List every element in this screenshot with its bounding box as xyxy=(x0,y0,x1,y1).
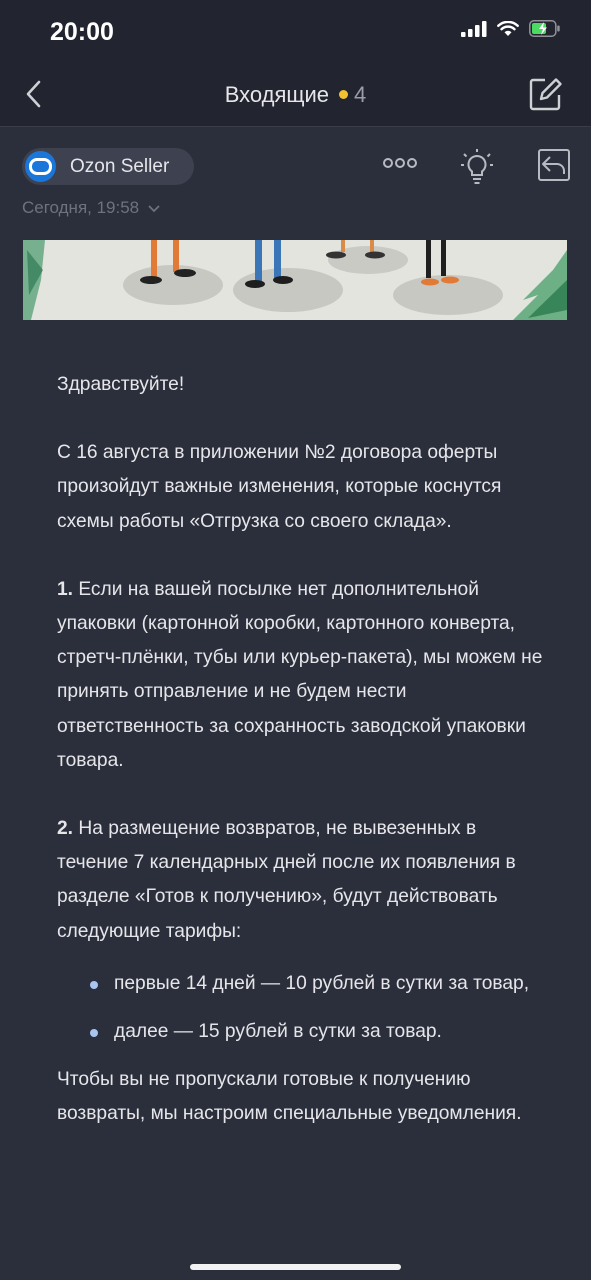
more-dots-icon xyxy=(382,156,418,170)
list-item: первые 14 дней — 10 рублей в сутки за товар, xyxy=(57,967,547,1001)
banner-image xyxy=(23,240,567,320)
home-indicator[interactable] xyxy=(190,1264,401,1270)
sender-chip[interactable] xyxy=(22,148,194,185)
sender-avatar xyxy=(25,151,56,182)
compose-button[interactable] xyxy=(529,77,563,116)
intro-paragraph: С 16 августа в приложении №2 договора оферты произойдут важные изменения, которые коснутся схемы работы «Отгрузка со своего склада». xyxy=(57,442,502,532)
people-illustration xyxy=(23,240,567,320)
reply-button[interactable] xyxy=(537,148,571,187)
reply-icon xyxy=(537,148,571,182)
sender-name: Ozon Seller xyxy=(70,156,170,177)
point-1 xyxy=(57,573,547,778)
signal-icon xyxy=(461,21,487,37)
status-bar xyxy=(0,0,591,64)
lightbulb-icon xyxy=(460,148,494,186)
more-button[interactable] xyxy=(382,156,418,175)
nav-title xyxy=(0,82,591,108)
date-text: Сегодня, 19:58 xyxy=(22,198,140,217)
folder-name: Входящие xyxy=(224,82,330,107)
status-icons xyxy=(461,20,561,37)
email-body xyxy=(57,368,547,1132)
point-1-text: Если на вашей посылке нет дополнительной упаковки (картонной коробки, картонного конверта, стретч-плёнки, тубы или курьер-пакета), мы можем не принять отправление и не будем нести ответственность за сохранность заводской упаковки товара. xyxy=(57,578,543,771)
greeting: Здравствуйте! xyxy=(57,374,185,395)
unread-dot xyxy=(339,90,348,99)
list-item: далее — 15 рублей в сутки за товар. xyxy=(57,1015,547,1049)
point-2 xyxy=(57,812,547,949)
point-1-number: 1. xyxy=(57,578,74,600)
wifi-icon xyxy=(497,21,519,37)
unread-count: 4 xyxy=(354,82,367,107)
compose-icon xyxy=(529,77,563,111)
nav-bar xyxy=(0,64,591,127)
battery-icon xyxy=(529,20,561,37)
closing-paragraph: Чтобы вы не пропускали готовые к получению возвраты, мы настроим специальные уведомления. xyxy=(57,1069,522,1125)
point-2-number: 2. xyxy=(57,818,74,840)
message-date[interactable] xyxy=(22,198,161,218)
message-header xyxy=(22,148,591,188)
chevron-down-icon xyxy=(147,204,161,214)
point-2-text: На размещение возвратов, не вывезенных в течение 7 календарных дней после их появления в разделе «Готов к получению», будут действовать следующие тарифы: xyxy=(57,818,516,942)
tariff-list xyxy=(57,967,547,1049)
important-button[interactable] xyxy=(460,148,494,191)
status-time: 20:00 xyxy=(50,18,114,46)
